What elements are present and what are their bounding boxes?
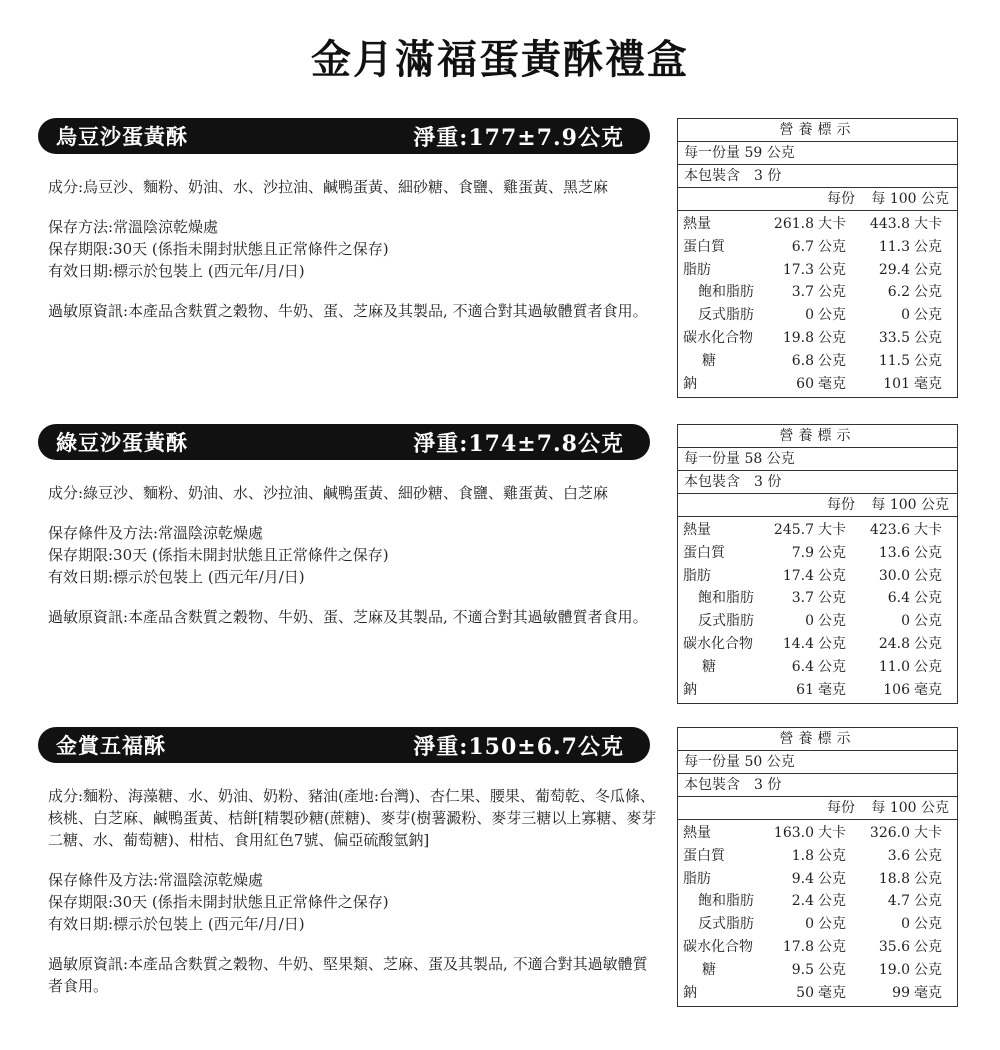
nutrition-table bbox=[677, 118, 958, 398]
nutrition-title: 營養標示 bbox=[678, 425, 957, 448]
per-serving-value: 9.4 bbox=[791, 870, 814, 887]
per-100g-unit: 公克 bbox=[914, 329, 942, 346]
nutrient-label: 碳水化合物 bbox=[683, 938, 753, 955]
per-serving-unit: 公克 bbox=[818, 635, 846, 652]
per-100g-value: 0 bbox=[901, 613, 910, 630]
net-weight: 淨重:177±7.9公克 bbox=[413, 124, 624, 151]
per-serving-unit: 公克 bbox=[818, 938, 846, 955]
per-100g-unit: 大卡 bbox=[914, 522, 942, 538]
storage-text: 保存條件及方法:常溫陰涼乾燥處 bbox=[48, 524, 264, 542]
per-serving-value: 50 bbox=[796, 984, 814, 1001]
per-100g-value: 101 bbox=[883, 375, 910, 392]
nutrition-row bbox=[678, 327, 957, 350]
allergen-text: 過敏原資訊:本產品含麩質之穀物、牛奶、蛋、芝麻及其製品, 不適合對其過敏體質者食用。 bbox=[48, 608, 648, 626]
per-serving-unit: 公克 bbox=[818, 238, 846, 255]
nutrient-label: 脂肪 bbox=[683, 870, 711, 887]
nutrient-label: 反式脂肪 bbox=[698, 307, 754, 324]
per-100g-header: 每 100 公克 bbox=[871, 800, 949, 816]
nutrition-row bbox=[678, 845, 957, 868]
nutrient-label: 熱量 bbox=[683, 216, 711, 232]
per-100g-unit: 公克 bbox=[914, 590, 942, 607]
nutrition-row bbox=[678, 633, 957, 656]
nutrition-row bbox=[678, 890, 957, 913]
per-100g-unit: 公克 bbox=[914, 916, 942, 933]
per-100g-value: 6.2 bbox=[887, 284, 910, 301]
per-100g-value: 19.0 bbox=[878, 961, 910, 978]
net-weight: 淨重:150±6.7公克 bbox=[413, 733, 624, 760]
per-serving-unit: 公克 bbox=[818, 544, 846, 561]
nutrition-row bbox=[678, 679, 957, 702]
per-100g-value: 11.3 bbox=[878, 238, 910, 255]
per-serving-unit: 大卡 bbox=[818, 522, 846, 538]
shelf-life-text: 保存期限:30天 (係指未開封狀態且正常條件之保存) bbox=[48, 240, 389, 258]
per-serving-value: 3.7 bbox=[791, 284, 814, 301]
nutrition-title: 營養標示 bbox=[678, 728, 957, 751]
per-serving-value: 6.4 bbox=[791, 658, 814, 675]
per-serving-value: 261.8 bbox=[773, 216, 814, 232]
shelf-life-text: 保存期限:30天 (係指未開封狀態且正常條件之保存) bbox=[48, 893, 389, 911]
per-100g-unit: 公克 bbox=[914, 352, 942, 369]
nutrition-row bbox=[678, 913, 957, 936]
per-serving-unit: 公克 bbox=[818, 613, 846, 630]
per-serving-unit: 公克 bbox=[818, 261, 846, 278]
nutrient-label: 鈉 bbox=[683, 375, 697, 392]
per-serving-value: 9.5 bbox=[791, 961, 814, 978]
nutrition-row bbox=[678, 304, 957, 327]
per-serving-value: 17.3 bbox=[782, 261, 814, 278]
per-100g-unit: 公克 bbox=[914, 613, 942, 630]
nutrient-label: 鈉 bbox=[683, 681, 697, 698]
per-100g-unit: 公克 bbox=[914, 893, 942, 910]
per-serving-unit: 公克 bbox=[818, 284, 846, 301]
nutrition-row bbox=[678, 519, 957, 542]
per-100g-value: 6.4 bbox=[887, 590, 910, 607]
storage-text: 保存方法:常溫陰涼乾燥處 bbox=[48, 218, 219, 236]
ingredients-text: 成分:麵粉、海藻糖、水、奶油、奶粉、豬油(產地:台灣)、杏仁果、腰果、葡萄乾、冬瓜條、核桃、白芝麻、鹹鴨蛋黃、桔餅[精製砂糖(蔗糖)、麥芽(樹薯澱粉、麥芽三糖以上寡糖、麥芽二糖、水、葡萄糖)、柑桔、食用紅色7號、偏亞硫酸氫鈉] bbox=[48, 787, 657, 849]
per-serving-unit: 大卡 bbox=[818, 825, 846, 841]
per-serving-header: 每份 bbox=[827, 191, 855, 207]
per-100g-value: 4.7 bbox=[887, 893, 910, 910]
per-100g-value: 443.8 bbox=[869, 216, 910, 232]
nutrition-row bbox=[678, 587, 957, 610]
per-100g-value: 99 bbox=[892, 984, 910, 1001]
per-100g-header: 每 100 公克 bbox=[871, 497, 949, 513]
nutrition-rows bbox=[678, 211, 957, 397]
per-serving-value: 163.0 bbox=[773, 825, 814, 841]
nutrient-label: 熱量 bbox=[683, 522, 711, 538]
per-100g-value: 3.6 bbox=[887, 847, 910, 864]
per-100g-value: 33.5 bbox=[878, 329, 910, 346]
per-100g-value: 0 bbox=[901, 916, 910, 933]
per-100g-unit: 公克 bbox=[914, 567, 942, 584]
per-serving-unit: 公克 bbox=[818, 567, 846, 584]
per-100g-unit: 公克 bbox=[914, 847, 942, 864]
serving-size: 每一份量 50 公克 bbox=[678, 751, 957, 774]
per-100g-value: 11.5 bbox=[878, 352, 910, 369]
per-100g-value: 18.8 bbox=[878, 870, 910, 887]
nutrition-column-header bbox=[678, 797, 957, 820]
nutrition-title: 營養標示 bbox=[678, 119, 957, 142]
nutrition-row bbox=[678, 373, 957, 396]
product-name: 金賞五福酥 bbox=[56, 733, 166, 758]
ingredients-text: 成分:綠豆沙、麵粉、奶油、水、沙拉油、鹹鴨蛋黃、細砂糖、食鹽、雞蛋黃、白芝麻 bbox=[48, 484, 609, 502]
nutrition-row bbox=[678, 610, 957, 633]
per-100g-unit: 公克 bbox=[914, 658, 942, 675]
nutrition-column-header bbox=[678, 494, 957, 517]
per-serving-value: 0 bbox=[805, 307, 814, 324]
per-serving-unit: 公克 bbox=[818, 658, 846, 675]
per-100g-value: 0 bbox=[901, 307, 910, 324]
nutrient-label: 蛋白質 bbox=[683, 238, 725, 255]
nutrient-label: 脂肪 bbox=[683, 261, 711, 278]
per-serving-value: 14.4 bbox=[782, 635, 814, 652]
per-serving-value: 0 bbox=[805, 916, 814, 933]
per-serving-value: 60 bbox=[796, 375, 814, 392]
nutrient-label: 蛋白質 bbox=[683, 847, 725, 864]
nutrient-label: 反式脂肪 bbox=[698, 613, 754, 630]
per-100g-unit: 公克 bbox=[914, 284, 942, 301]
per-serving-value: 17.4 bbox=[782, 567, 814, 584]
nutrient-label: 熱量 bbox=[683, 825, 711, 841]
nutrition-row bbox=[678, 259, 957, 282]
nutrition-row bbox=[678, 236, 957, 259]
per-100g-unit: 公克 bbox=[914, 261, 942, 278]
ingredients-text: 成分:烏豆沙、麵粉、奶油、水、沙拉油、鹹鴨蛋黃、細砂糖、食鹽、雞蛋黃、黑芝麻 bbox=[48, 178, 609, 196]
nutrition-row bbox=[678, 936, 957, 959]
per-100g-unit: 公克 bbox=[914, 938, 942, 955]
servings-per-package: 本包裝含 3 份 bbox=[678, 471, 957, 494]
nutrient-label: 糖 bbox=[702, 352, 716, 369]
nutrition-row bbox=[678, 213, 957, 236]
product-name: 綠豆沙蛋黃酥 bbox=[56, 430, 188, 455]
per-serving-value: 7.9 bbox=[791, 544, 814, 561]
per-serving-value: 17.8 bbox=[782, 938, 814, 955]
nutrition-table bbox=[677, 424, 958, 704]
shelf-life-text: 保存期限:30天 (係指未開封狀態且正常條件之保存) bbox=[48, 546, 389, 564]
per-serving-unit: 公克 bbox=[818, 961, 846, 978]
product-info bbox=[48, 785, 658, 997]
expiry-text: 有效日期:標示於包裝上 (西元年/月/日) bbox=[48, 568, 305, 586]
per-serving-value: 6.7 bbox=[791, 238, 814, 255]
per-serving-unit: 公克 bbox=[818, 893, 846, 910]
net-weight: 淨重:174±7.8公克 bbox=[413, 430, 624, 457]
nutrition-table bbox=[677, 727, 958, 1007]
product-header-bar bbox=[38, 727, 650, 763]
per-100g-value: 13.6 bbox=[878, 544, 910, 561]
per-100g-value: 11.0 bbox=[878, 658, 910, 675]
expiry-text: 有效日期:標示於包裝上 (西元年/月/日) bbox=[48, 262, 305, 280]
per-serving-unit: 公克 bbox=[818, 329, 846, 346]
per-100g-value: 106 bbox=[883, 681, 910, 698]
nutrition-row bbox=[678, 982, 957, 1005]
product-header-bar bbox=[38, 118, 650, 154]
per-serving-unit: 毫克 bbox=[818, 375, 846, 392]
per-serving-unit: 公克 bbox=[818, 307, 846, 324]
product-info bbox=[48, 482, 658, 628]
nutrient-label: 糖 bbox=[702, 961, 716, 978]
per-serving-unit: 毫克 bbox=[818, 984, 846, 1001]
per-100g-unit: 公克 bbox=[914, 635, 942, 652]
nutrition-row bbox=[678, 959, 957, 982]
per-serving-header: 每份 bbox=[827, 800, 855, 816]
serving-size: 每一份量 58 公克 bbox=[678, 448, 957, 471]
per-100g-unit: 大卡 bbox=[914, 216, 942, 232]
per-serving-value: 0 bbox=[805, 613, 814, 630]
per-serving-value: 245.7 bbox=[773, 522, 814, 538]
page-title: 金月滿福蛋黃酥禮盒 bbox=[311, 36, 689, 83]
per-serving-unit: 大卡 bbox=[818, 216, 846, 232]
nutrient-label: 反式脂肪 bbox=[698, 916, 754, 933]
per-serving-value: 19.8 bbox=[782, 329, 814, 346]
per-100g-unit: 毫克 bbox=[914, 375, 942, 392]
nutrition-row bbox=[678, 868, 957, 891]
nutrient-label: 碳水化合物 bbox=[683, 329, 753, 346]
nutrition-row bbox=[678, 565, 957, 588]
per-serving-unit: 公克 bbox=[818, 916, 846, 933]
per-100g-value: 30.0 bbox=[878, 567, 910, 584]
per-100g-unit: 毫克 bbox=[914, 984, 942, 1001]
nutrition-row bbox=[678, 281, 957, 304]
per-100g-value: 423.6 bbox=[869, 522, 910, 538]
per-serving-unit: 公克 bbox=[818, 847, 846, 864]
nutrient-label: 碳水化合物 bbox=[683, 635, 753, 652]
nutrient-label: 飽和脂肪 bbox=[698, 590, 754, 607]
product-header-bar bbox=[38, 424, 650, 460]
nutrition-row bbox=[678, 542, 957, 565]
per-100g-unit: 大卡 bbox=[914, 825, 942, 841]
per-serving-header: 每份 bbox=[827, 497, 855, 513]
nutrient-label: 飽和脂肪 bbox=[698, 284, 754, 301]
per-100g-unit: 公克 bbox=[914, 870, 942, 887]
per-100g-header: 每 100 公克 bbox=[871, 191, 949, 207]
expiry-text: 有效日期:標示於包裝上 (西元年/月/日) bbox=[48, 915, 305, 933]
per-100g-unit: 毫克 bbox=[914, 681, 942, 698]
per-serving-unit: 公克 bbox=[818, 870, 846, 887]
per-serving-unit: 公克 bbox=[818, 352, 846, 369]
per-100g-unit: 公克 bbox=[914, 307, 942, 324]
servings-per-package: 本包裝含 3 份 bbox=[678, 774, 957, 797]
allergen-text: 過敏原資訊:本產品含麩質之穀物、牛奶、蛋、芝麻及其製品, 不適合對其過敏體質者食用。 bbox=[48, 302, 648, 320]
nutrition-column-header bbox=[678, 188, 957, 211]
serving-size: 每一份量 59 公克 bbox=[678, 142, 957, 165]
per-serving-value: 2.4 bbox=[791, 893, 814, 910]
nutrient-label: 脂肪 bbox=[683, 567, 711, 584]
nutrition-rows bbox=[678, 517, 957, 703]
nutrient-label: 鈉 bbox=[683, 984, 697, 1001]
per-100g-value: 35.6 bbox=[878, 938, 910, 955]
servings-per-package: 本包裝含 3 份 bbox=[678, 165, 957, 188]
nutrient-label: 飽和脂肪 bbox=[698, 893, 754, 910]
per-100g-value: 29.4 bbox=[878, 261, 910, 278]
per-serving-value: 1.8 bbox=[791, 847, 814, 864]
product-info bbox=[48, 176, 658, 322]
per-100g-value: 326.0 bbox=[869, 825, 910, 841]
nutrition-row bbox=[678, 822, 957, 845]
nutrition-row bbox=[678, 656, 957, 679]
nutrient-label: 蛋白質 bbox=[683, 544, 725, 561]
per-serving-value: 3.7 bbox=[791, 590, 814, 607]
product-name: 烏豆沙蛋黃酥 bbox=[56, 124, 188, 149]
per-serving-unit: 毫克 bbox=[818, 681, 846, 698]
per-serving-unit: 公克 bbox=[818, 590, 846, 607]
per-100g-unit: 公克 bbox=[914, 544, 942, 561]
per-100g-unit: 公克 bbox=[914, 961, 942, 978]
nutrition-rows bbox=[678, 820, 957, 1006]
storage-text: 保存條件及方法:常溫陰涼乾燥處 bbox=[48, 871, 264, 889]
allergen-text: 過敏原資訊:本產品含麩質之穀物、牛奶、堅果類、芝麻、蛋及其製品, 不適合對其過敏體質者食用。 bbox=[48, 955, 648, 995]
per-serving-value: 6.8 bbox=[791, 352, 814, 369]
nutrient-label: 糖 bbox=[702, 658, 716, 675]
nutrition-row bbox=[678, 350, 957, 373]
per-serving-value: 61 bbox=[796, 681, 814, 698]
per-100g-value: 24.8 bbox=[878, 635, 910, 652]
per-100g-unit: 公克 bbox=[914, 238, 942, 255]
